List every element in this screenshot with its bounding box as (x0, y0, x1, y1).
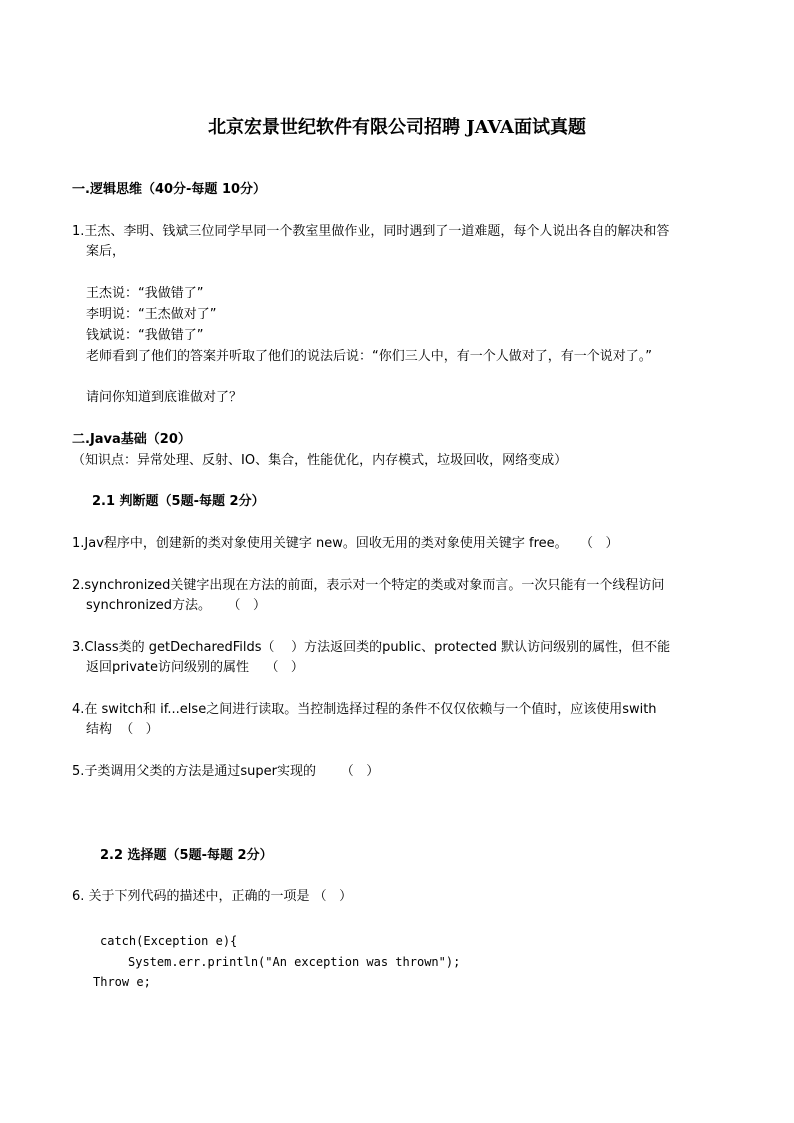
quote-qianbin: 钱斌说：“我做错了” (86, 328, 204, 343)
page-title: 北京宏景世纪软件有限公司招聘 JAVA面试真题 (208, 117, 586, 138)
judgement-q4-line2: 结构 （ ） (86, 722, 159, 737)
judgement-q3-line1: 3.Class类的 getDecharedFilds（ ）方法返回类的public、protected 默认访问级别的属性，但不能 (72, 640, 671, 655)
judgement-heading: 2.1 判断题（5题-每题 2分） (92, 494, 265, 509)
judgement-q4-line1: 4.在 switch和 if...else之间进行读取。当控制选择过程的条件不仅仅依赖与一个值时，应该使用swith (72, 702, 657, 717)
q1-question: 请问你知道到底谁做对了？ (86, 390, 243, 405)
judgement-q2-line2: synchronized方法。 （ ） (86, 598, 266, 613)
q1-text-line2: 案后， (86, 244, 126, 259)
judgement-q5: 5.子类调用父类的方法是通过super实现的 （ ） (72, 764, 380, 779)
knowledge-points: （知识点：异常处理、反射、IO、集合，性能优化，内存模式，垃圾回收，网络变成） (72, 453, 568, 468)
quote-liming: 李明说：“王杰做对了” (86, 307, 217, 322)
judgement-q3-line2: 返回private访问级别的属性 （ ） (86, 660, 304, 675)
judgement-q1: 1.Jav程序中，创建新的类对象使用关键字 new。回收无用的类对象使用关键字 free。 （ ） (72, 536, 619, 551)
choice-heading: 2.2 选择题（5题-每题 2分） (100, 848, 273, 863)
teacher-statement: 老师看到了他们的答案并听取了他们的说法后说：“你们三人中，有一个人做对了，有一个说对了。” (86, 349, 652, 364)
section1-heading: 一.逻辑思维（40分-每题 10分） (72, 182, 267, 197)
code-line2: System.err.println("An exception was thrown"); (128, 955, 461, 969)
code-line3: Throw e; (93, 975, 151, 989)
choice-q6: 6. 关于下列代码的描述中，正确的一项是 （ ） (72, 889, 353, 904)
section2-heading: 二.Java基础（20） (72, 432, 191, 447)
quote-wangjie: 王杰说：“我做错了” (86, 286, 204, 301)
judgement-q2-line1: 2.synchronized关键字出现在方法的前面，表示对一个特定的类或对象而言。一次只能有一个线程访问 (72, 578, 665, 593)
code-line1: catch(Exception e){ (100, 934, 238, 948)
q1-text-line1: 1.王杰、李明、钱斌三位同学早同一个教室里做作业，同时遇到了一道难题，每个人说出各自的解决和答 (72, 224, 670, 239)
